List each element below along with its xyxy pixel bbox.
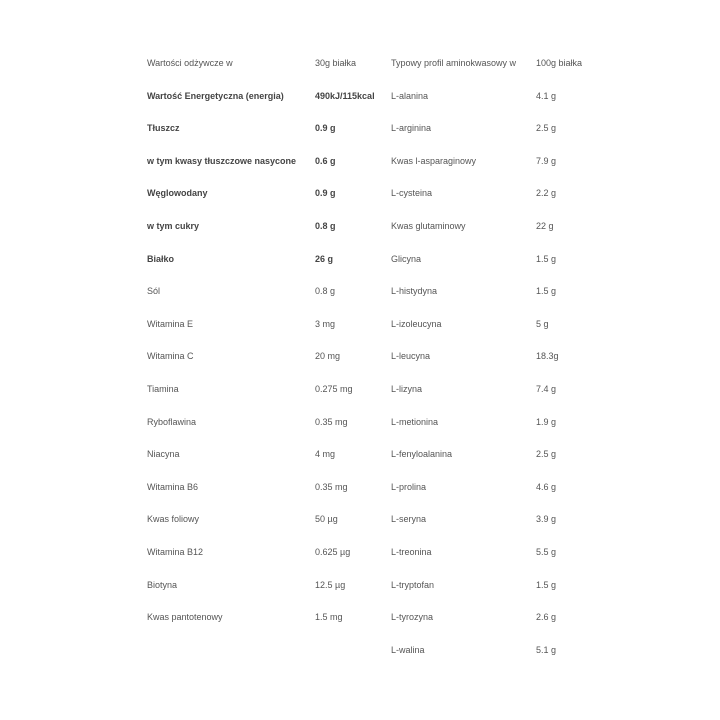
table-row [147,253,607,286]
amino-acid-name: Kwas glutaminowy [391,220,466,231]
table-row [147,644,607,677]
amino-acid-name: L-prolina [391,481,427,492]
table-row [147,513,607,546]
amino-acid-value: 1.5 g [536,286,557,297]
amino-acid-name: Glicyna [391,253,422,264]
amino-acid-value: 5.1 g [536,644,557,655]
amino-acid-name: L-cysteina [391,188,433,199]
amino-acid-value: 5.5 g [536,546,557,557]
nutrient-value: 490kJ/115kcal [315,90,375,101]
table-row [147,448,607,481]
amino-acid-name: L-fenyloalanina [391,449,453,460]
nutrient-value: 12.5 µg [315,579,346,590]
table-row [147,350,607,383]
nutrient-value: 0.625 µg [315,546,351,557]
amino-acid-name: L-histydyna [391,286,438,297]
nutrient-value: 3 mg [315,318,336,329]
nutrient-name: Sól [147,286,161,297]
amino-acid-value: 1.5 g [536,253,557,264]
nutrient-value: 0.275 mg [315,383,353,394]
table-row [147,220,607,253]
amino-acid-name: L-treonina [391,546,432,557]
nutrient-name: Białko [147,253,175,264]
nutrient-name: Tłuszcz [147,123,180,134]
header-row [147,57,607,90]
table-row [147,546,607,579]
amino-acid-name: L-walina [391,644,425,655]
nutrient-value: 0.8 g [315,220,336,231]
amino-acid-value: 5 g [536,318,549,329]
nutrition-header-label: Wartości odżywcze w [147,58,233,68]
amino-acid-value: 2.5 g [536,123,557,134]
amino-header-amount: 100g białka [536,58,583,68]
nutrient-name: Witamina C [147,351,194,362]
table-body [147,90,607,677]
nutrient-name: Witamina B6 [147,481,199,492]
amino-acid-value: 4.1 g [536,90,557,101]
nutrient-name: Kwas foliowy [147,514,200,525]
table-row [147,187,607,220]
amino-acid-value: 2.2 g [536,188,557,199]
nutrient-name: Tiamina [147,383,179,394]
amino-header-label: Typowy profil aminokwasowy w [391,58,517,68]
nutrient-name: Biotyna [147,579,178,590]
amino-acid-value: 1.5 g [536,579,557,590]
nutrient-name: Witamina E [147,318,194,329]
nutrient-name: Ryboflawina [147,416,197,427]
nutrient-name: Niacyna [147,449,180,460]
amino-acid-name: L-tryptofan [391,579,435,590]
amino-acid-name: Kwas l-asparaginowy [391,155,477,166]
amino-acid-value: 1.9 g [536,416,557,427]
amino-acid-value: 18.3g [536,351,559,362]
nutrient-name: w tym cukry [147,220,200,231]
amino-acid-name: L-metionina [391,416,439,427]
table-row [147,481,607,514]
amino-acid-value: 3.9 g [536,514,557,525]
nutrient-name: w tym kwasy tłuszczowe nasycone [147,155,297,166]
amino-acid-name: L-seryna [391,514,427,525]
nutrient-value: 1.5 mg [315,612,343,623]
table-row [147,611,607,644]
nutrient-value: 0.9 g [315,123,336,134]
table-row [147,90,607,123]
table-row [147,155,607,188]
amino-acid-value: 7.9 g [536,155,557,166]
amino-acid-value: 2.5 g [536,449,557,460]
amino-acid-value: 22 g [536,220,554,231]
nutrient-value: 0.35 mg [315,416,348,427]
amino-acid-name: L-arginina [391,123,432,134]
nutrient-name: Kwas pantotenowy [147,612,223,623]
amino-acid-name: L-tyrozyna [391,612,434,623]
nutrient-value: 0.9 g [315,188,336,199]
nutrient-value: 20 mg [315,351,341,362]
nutrient-value: 50 µg [315,514,338,525]
table-row [147,579,607,612]
amino-acid-name: L-lizyna [391,383,423,394]
table-row [147,122,607,155]
table-row [147,285,607,318]
nutrition-table [147,57,607,676]
nutrition-header-amount: 30g białka [315,58,357,68]
table-row [147,383,607,416]
amino-acid-value: 4.6 g [536,481,557,492]
amino-acid-value: 7.4 g [536,383,557,394]
nutrient-value: 0.6 g [315,155,336,166]
amino-acid-name: L-izoleucyna [391,318,442,329]
table-row [147,416,607,449]
amino-acid-name: L-alanina [391,90,429,101]
amino-acid-value: 2.6 g [536,612,557,623]
nutrient-name: Witamina B12 [147,546,204,557]
nutrient-value: 0.8 g [315,286,336,297]
table-row [147,318,607,351]
nutrient-value: 4 mg [315,449,336,460]
nutrient-name: Wartość Energetyczna (energia) [147,90,284,101]
amino-acid-name: L-leucyna [391,351,431,362]
nutrient-name: Węglowodany [147,188,208,199]
nutrient-value: 26 g [315,253,334,264]
nutrient-value: 0.35 mg [315,481,348,492]
